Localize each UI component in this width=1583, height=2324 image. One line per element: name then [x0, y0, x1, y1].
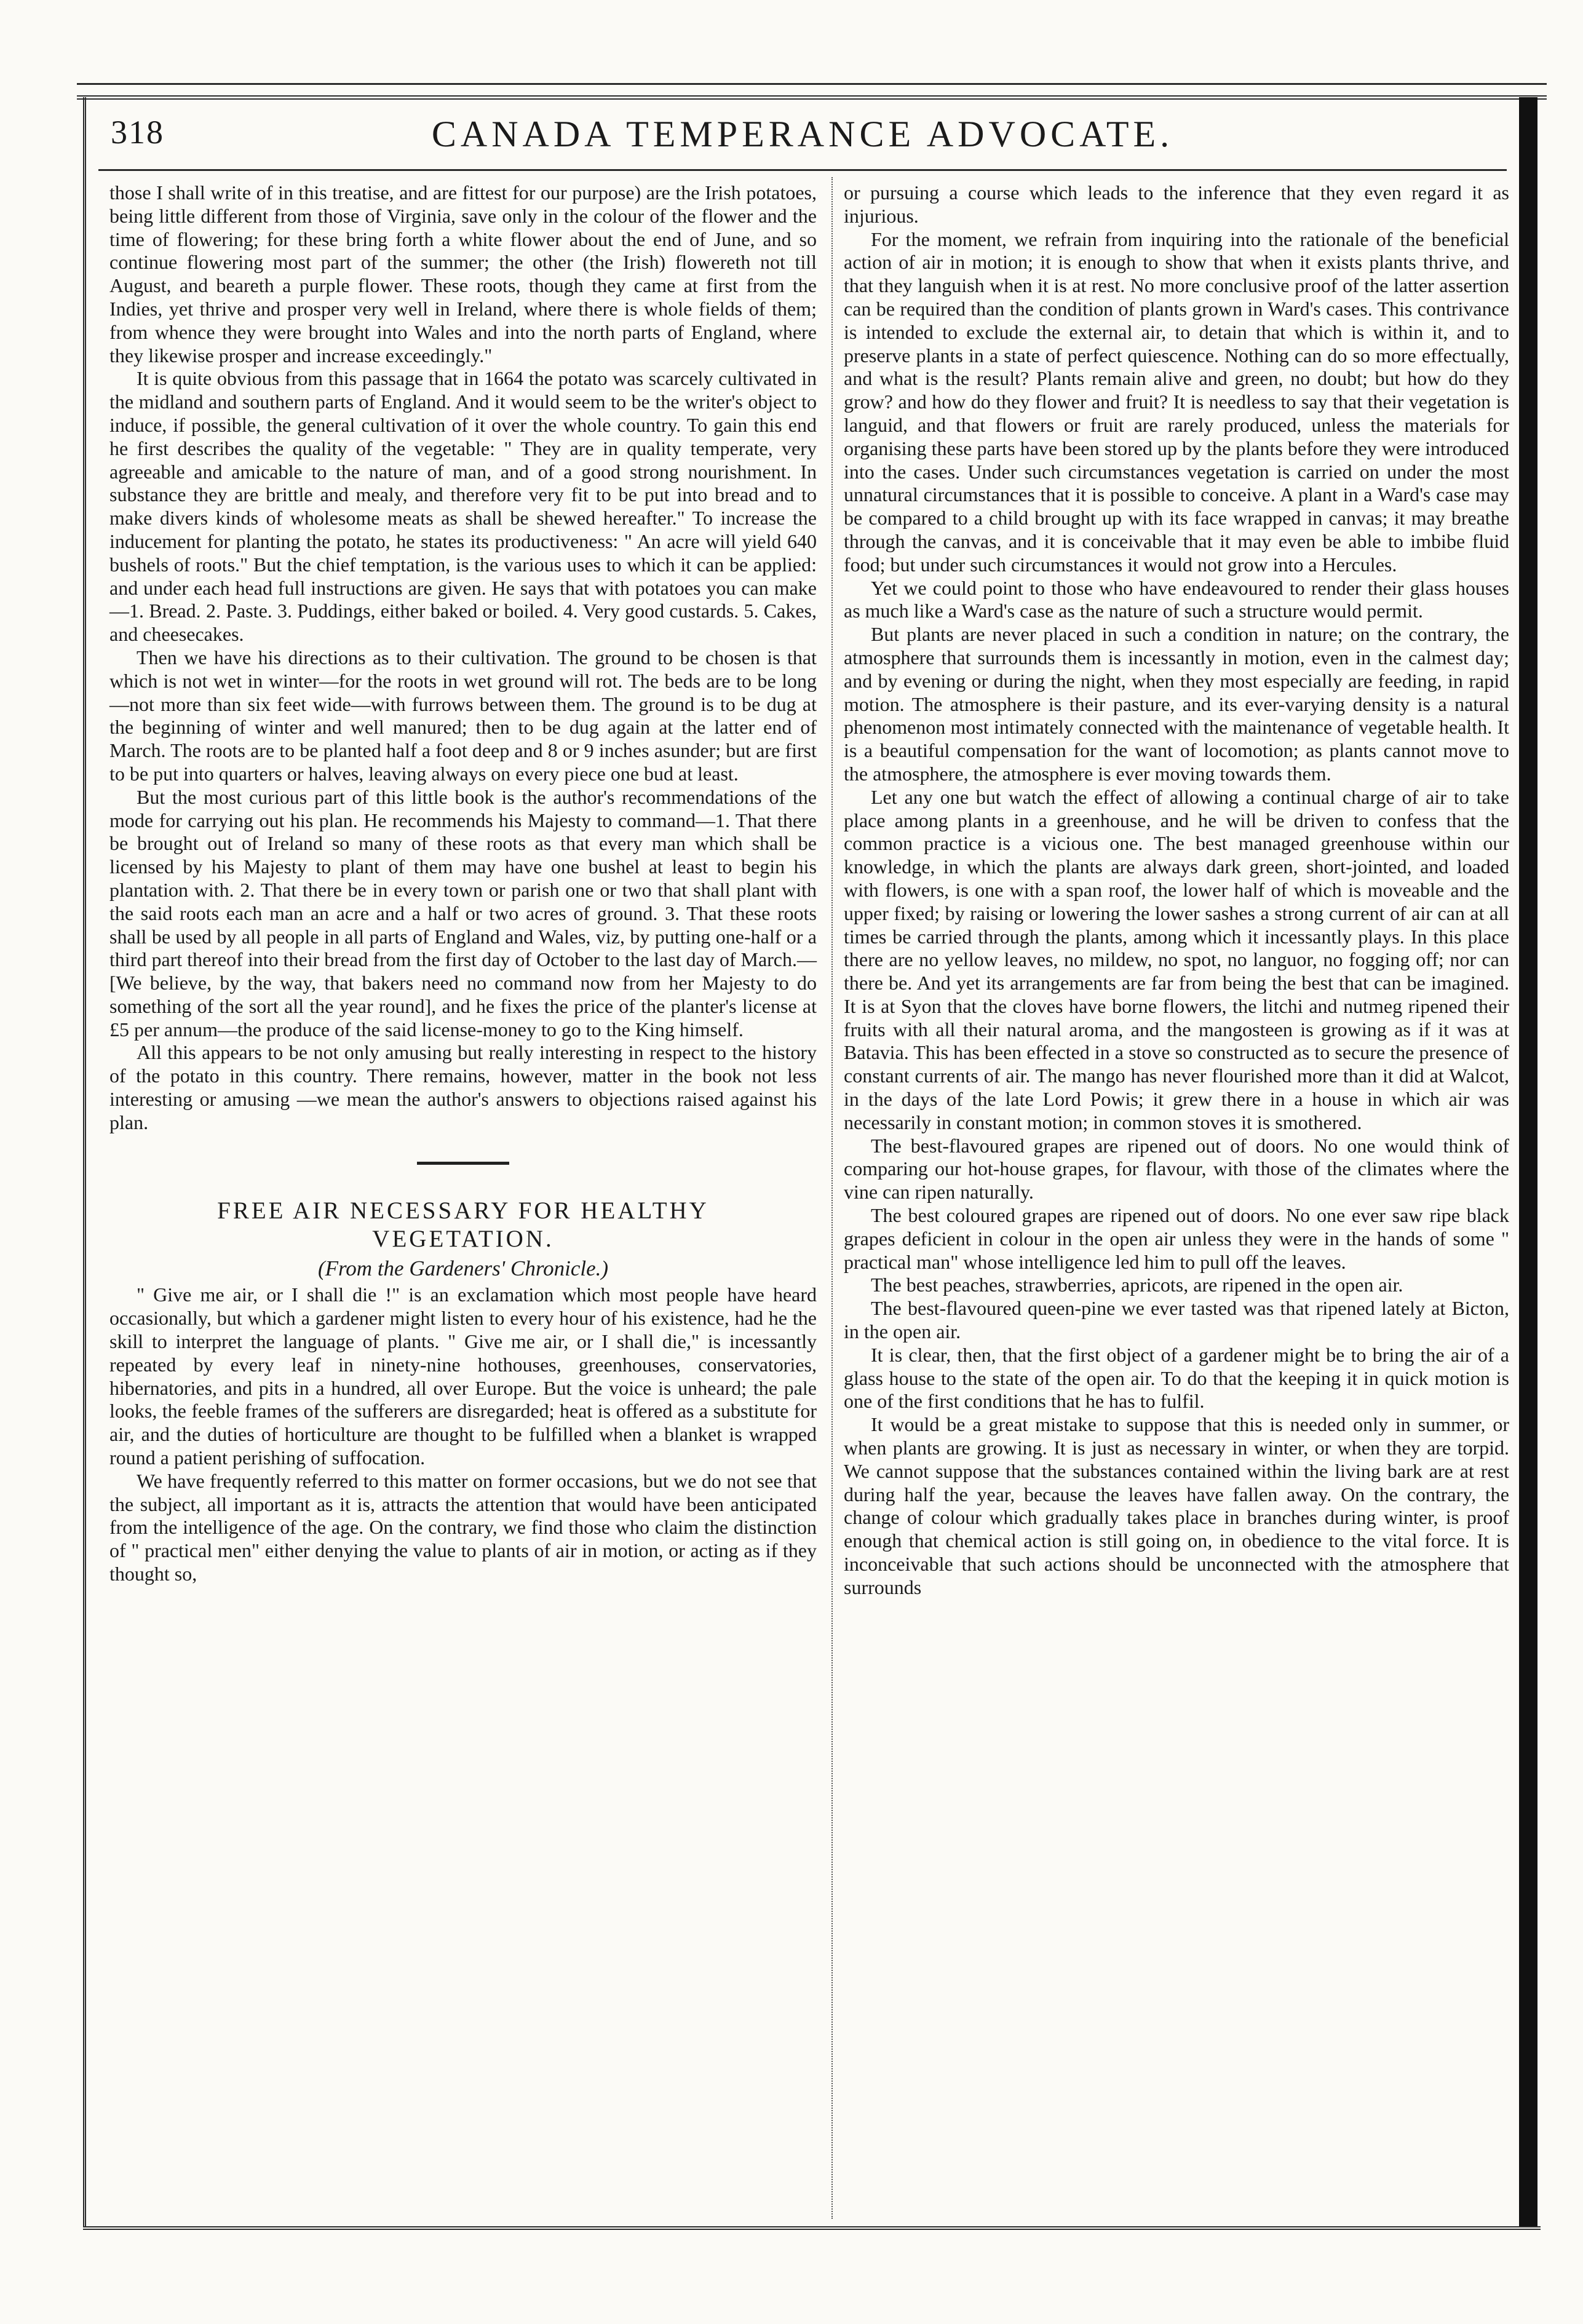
page-number: 318 — [111, 114, 164, 151]
paragraph: The best-flavoured grapes are ripened out of doors. No one would think of comparing our hot-house grapes, for flavour, with those of the climates where the vine can ripen naturally. — [844, 1134, 1509, 1204]
paragraph: We have frequently referred to this matter on former occasions, but we do not see that the subject, all important as it is, attracts the attention that would have been anticipated from the intelligence of the age. On the contrary, we find those who claim the distinction of " practical men" either denying the value to plants of air in motion, or acting as if they thought so, — [109, 1469, 817, 1585]
paragraph: The best-flavoured queen-pine we ever tasted was that ripened lately at Bicton, in the open air. — [844, 1297, 1509, 1343]
section-divider — [417, 1162, 509, 1165]
paragraph: It would be a great mistake to suppose that this is needed only in summer, or when plants are growing. It is just as necessary in winter, or when they are torpid. We cannot suppose that the substances contained within the living bark are at rest during half the year, because the leaves have fallen away. On the contrary, the change of colour which gradually takes place in branches during winter, is proof enough that chemical action is still going on, in obedience to the vital force. It is inconceivable that such actions should be unconnected with the atmosphere that surrounds — [844, 1413, 1509, 1598]
page-header — [98, 111, 1507, 160]
paragraph: The best coloured grapes are ripened out of doors. No one ever saw ripe black grapes deficient in colour in the open air unless they were in the hands of some " practical man" whose intelligence led him to pull off the leaves. — [844, 1204, 1509, 1273]
paragraph: It is quite obvious from this passage that in 1664 the potato was scarcely cultivated in the midland and southern parts of England. And it would seem to be the writer's object to induce, if possible, the general cultivation of it over the whole country. To gain this end he first describes the quality of the vegetable: " They are in quality temperate, very agreeable and amicable to the nature of man, and of a good strong nourishment. In substance they are brittle and mealy, and therefore very fit to be put into bread and to make divers kinds of wholesome meats as shall be shewed hereafter." To increase the inducement for planting the potato, he states its productiveness: " An acre will yield 640 bushels of roots." But the chief temptation, is the various uses to which it can be applied: and under each head full instructions are given. He says that with potatoes you can make—1. Bread. 2. Paste. 3. Puddings, either baked or boiled. 4. Very good custards. 5. Cakes, and cheesecakes. — [109, 367, 817, 646]
paragraph: All this appears to be not only amusing but really interesting in respect to the history of the potato in this country. There remains, however, matter in the book not less interesting or amusing —we mean the author's answers to objections raised against his plan. — [109, 1041, 817, 1133]
right-binding-edge — [1519, 97, 1537, 2226]
top-double-rule — [77, 95, 1547, 100]
header-rule — [98, 169, 1507, 171]
paragraph: Then we have his directions as to their cultivation. The ground to be chosen is that which is not wet in winter—for the roots in wet ground will rot. The beds are to be long—not more than six feet wide—with furrows between them. The ground is to be dug at the beginning of winter and well manured; then to be dug again at the latter end of March. The roots are to be planted half a foot deep and 8 or 9 inches asunder; but are first to be put into quarters or halves, leaving always on every piece one bud at least. — [109, 646, 817, 785]
paragraph: But plants are never placed in such a condition in nature; on the contrary, the atmosphere that surrounds them is incessantly in motion, even in the calmest day; and by evening or during the night, when they most especially are feeding, in rapid motion. The atmosphere is their pasture, and its ever-varying density is a natural phenomenon most intimately connected with the maintenance of vegetable health. It is a beautiful compensation for the want of locomotion; as plants cannot move to the atmosphere, the atmosphere is ever moving towards them. — [844, 623, 1509, 785]
paragraph: Let any one but watch the effect of allowing a continual charge of air to take place among plants in a greenhouse, and he will be driven to confess that the common practice is a vicious one. The best managed greenhouse within our knowledge, in which the plants are always dark green, short-jointed, and loaded with flowers, is one with a span roof, the lower half of which is moveable and the upper fixed; by raising or lowering the lower sashes a strong current of air can at all times be carried through the plants, among which it incessantly plays. In this place there are no yellow leaves, no mildew, no spot, no languor, no fogging off; nor can there be. And yet its arrangements are far from being the best that can be imagined. It is at Syon that the cloves have borne flowers, the litchi and nutmeg ripened their fruits with all their natural aroma, and the mangosteen is growing as if it was at Batavia. This has been effected in a stove so constructed as to secure the presence of constant currents of air. The mango has never flourished more than it did at Walcot, in the days of the late Lord Powis; it grew there in a house in which air was necessarily in constant motion; in common stoves it is smothered. — [844, 785, 1509, 1133]
paragraph: Yet we could point to those who have endeavoured to render their glass houses as much like a Ward's case as the nature of such a structure would permit. — [844, 576, 1509, 622]
article-title: FREE AIR NECESSARY FOR HEALTHY VEGETATION. — [217, 1197, 709, 1252]
paragraph: For the moment, we refrain from inquiring into the rationale of the beneficial action of air in motion; it is enough to show that when it exists plants thrive, and that they languish when it is at rest. No more conclusive proof of the latter assertion can be required than the condition of plants grown in Ward's cases. This contrivance is intended to exclude the external air, to detain that which is within it, and to preserve plants in a state of perfect quiescence. Nothing can do so more effectually, and what is the result? Plants remain alive and green, no doubt; but how do they grow? and how do they flower and fruit? It is needless to say that their vegetation is languid, and that flowers or fruit are rarely produced, unless the materials for organising these parts have been stored up by the plants before they were introduced into the cases. Under such circumstances vegetation is carried on under the most unnatural circumstances that it is possible to conceive. A plant in a Ward's case may be compared to a child brought up with its face wrapped in canvas; it may breathe through the canvas, and it is conceivable that it may even be able to imbibe fluid food; but under such circumstances it would not grow into a Hercules. — [844, 228, 1509, 576]
right-column — [844, 181, 1509, 1600]
paragraph: " Give me air, or I shall die !" is an exclamation which most people have heard occasionally, but which a gardener might listen to every hour of his existence, had he the skill to interpret the language of plants. " Give me air, or I shall die," is incessantly repeated by every leaf in ninety-nine hothouses, greenhouses, conservatories, hibernatories, and pits in a hundred, all over Europe. But the voice is unheard; the pale looks, the feeble frames of the sufferers are disregarded; heat is offered as a substitute for air, and the duties of horticulture are thought to be fulfilled when a blanket is wrapped round a patient perishing of suffocation. — [109, 1283, 817, 1469]
paragraph: It is clear, then, that the first object of a gardener might be to bring the air of a glass house to the state of the open air. To do that the keeping it in quick motion is one of the first conditions that he has to fulfil. — [844, 1343, 1509, 1413]
running-title: CANADA TEMPERANCE ADVOCATE. — [431, 114, 1174, 154]
paragraph: those I shall write of in this treatise, and are fittest for our purpose) are the Irish potatoes, being little different from those of Virginia, save only in the colour of the flower and the time of flowering; for these bring forth a white flower about the end of June, and so continue flowering most part of the summer; the other (the Irish) flowereth not till August, and beareth a purple flower. These roots, though they came at first from the Indies, yet thrive and prosper very well in Ireland, where there is whole fields of them; from whence they were brought into Wales and into the north parts of England, where they likewise prosper and increase exceedingly." — [109, 181, 817, 367]
left-column — [109, 181, 817, 1586]
left-frame-rule — [83, 97, 86, 2226]
top-rule — [77, 83, 1547, 85]
bottom-rule — [83, 2226, 1541, 2230]
paragraph: But the most curious part of this little book is the author's recommendations of the mode for carrying out his plan. He recommends his Majesty to command—1. That there be brought out of Ireland so many of these roots as that every man which shall be licensed by his Majesty to plant of them may have one bushel at least to begin his plantation with. 2. That there be in every town or parish one or two that shall plant with the said roots each man an acre and a half or two acres of ground. 3. That these roots shall be used by all people in all parts of England and Wales, viz, by putting one-half or a third part thereof into their bread from the first day of October to the last day of March.—[We believe, by the way, that bakers need no command now from her Majesty to do something of the sort all the year round], and he fixes the price of the planter's license at £5 per annum—the produce of the said license-money to go to the King himself. — [109, 785, 817, 1041]
paragraph: or pursuing a course which leads to the inference that they even regard it as injurious. — [844, 181, 1509, 227]
paragraph: The best peaches, strawberries, apricots, are ripened in the open air. — [871, 1274, 1403, 1296]
article-source: (From the Gardeners' Chronicle.) — [317, 1256, 609, 1280]
column-divider — [831, 177, 833, 2219]
